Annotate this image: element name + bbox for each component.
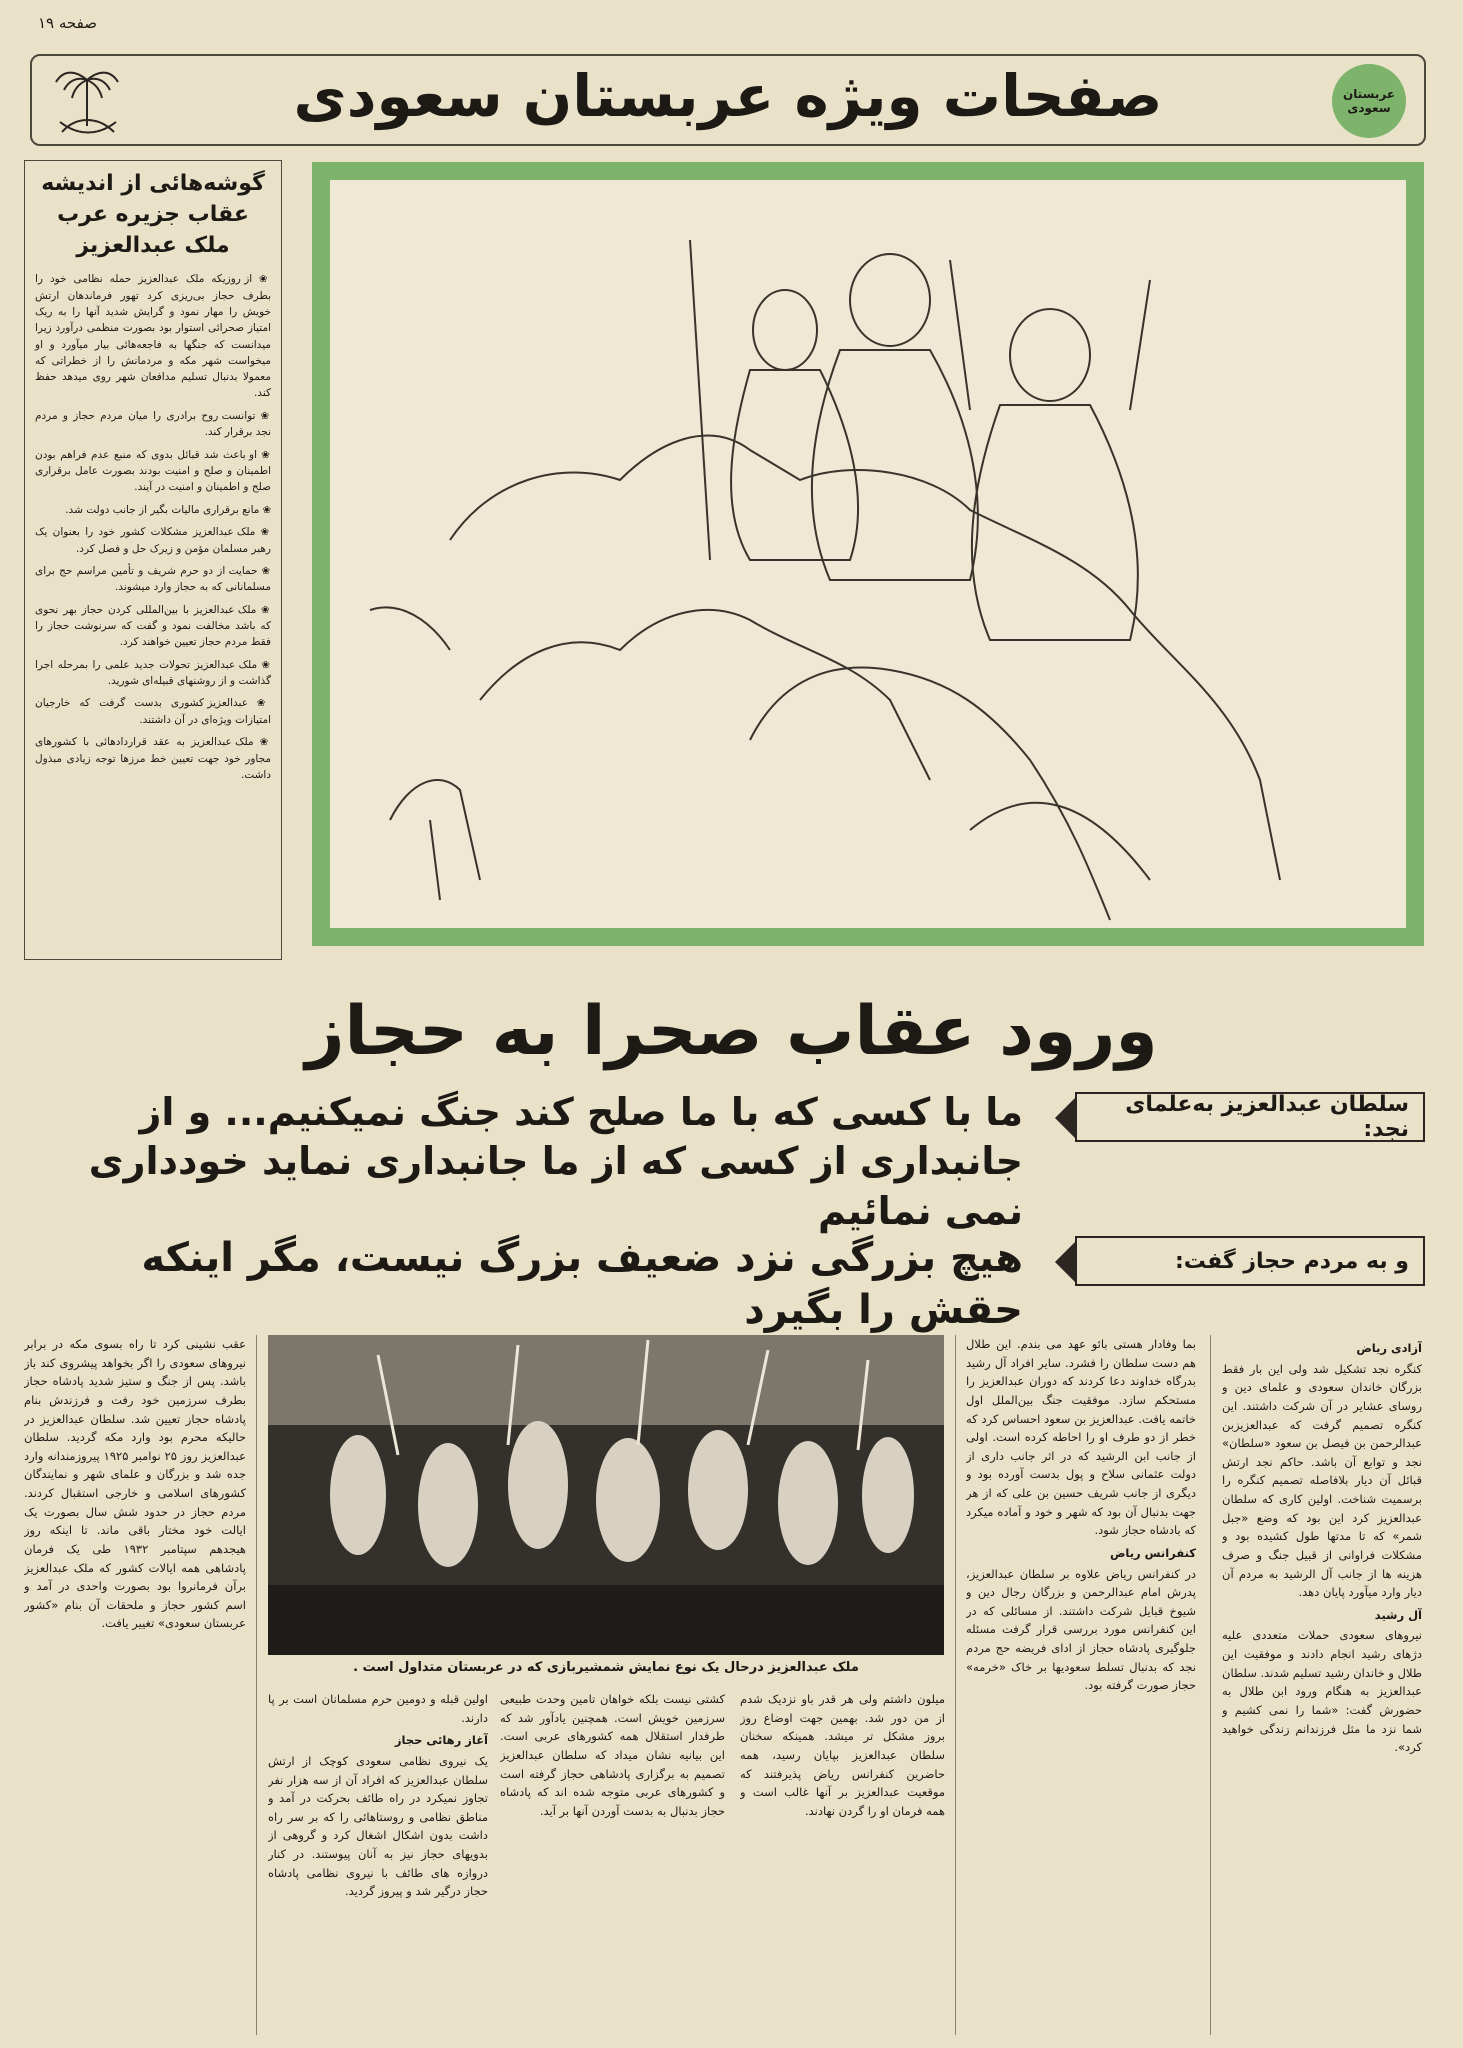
column-rule <box>1210 1335 1211 2035</box>
press-photo <box>268 1335 944 1655</box>
sidebar-item: ❀ مانع برقراری مالیات بگیر از جانب دولت شد. <box>35 502 271 519</box>
banner-badge: عربستان سعودی <box>1332 64 1406 138</box>
article-column-6 <box>24 1335 246 2035</box>
banner-title: صفحات ویژه عربستان سعودی <box>293 62 1163 130</box>
column-paragraph: کنگره نجد تشکیل شد ولی این بار فقط بزرگان خاندان سعودی و علمای دین و روسای عشایر در آن شرکت داشتند. این کنگره تصمیم گرفت که عبدالعزیزبن عبدالرحمن بن فیصل بن سعود «سلطان» نجد و توابع آن باشد. حاکم نجد ارتش قبائل آن دیار بلافاصله تصمیم کنگره را برسمیت شناخت. اولین کاری که سلطان عبدالعزیز کرد این بود که وضع «جبل شمر» که تا مدتها طول کشیده بود و مشکلات فراوانی از قبیل جنگ و صرف هزینه ها از جانب آل الرشید به مردم آن دیار وارد میآورد پایان دهد. <box>1222 1361 1422 1600</box>
sidebar-box <box>24 160 282 960</box>
column-paragraph: بما وفادار هستی بائو عهد می بندم. این طلال هم دست سلطان را فشرد. سایر افراد آل رشید بدرگاه خداوند دعا کردند که دوران عبدالعزیز را مستحکم سازد. موفقیت جنگ بین‌الملل اول خاتمه یافت. عبدالعزیز بن سعود احساس کرد که خطر از دو طرف او را احاطه کرده است. اولی از جانب ابن الرشید که در اثر جانب داری از دولت عثمانی سلاح و پول بدست آورده بود و دیگری از جانب شریف حسین بن علی که از هر جهت بدنبال آن بود که شهر و خود و آماده میکرد که بادشاه حجاز شود. <box>966 1337 1196 1538</box>
sidebar-item: ❀ ملک عبدالعزیز مشکلات کشور خود را بعنوان یک رهبر مسلمان مؤمن و زیرک حل و فصل کرد. <box>35 524 271 557</box>
column-paragraph: عقب نشینی کرد تا راه بسوی مکه در برابر نیروهای سعودی را اگر بخواهد پیشروی کند باز باشد. پس از جنگ و ستیز شدید پادشاه حجاز بطرف سرزمین خود رفت و فرزندش بنام پادشاه حجاز تعیین شد. سلطان عبدالعزیز در حالیکه محرم بود وارد مکه گردید. سلطان عبدالعزیز روز ۲۵ نوامبر ۱۹۲۵ پیروزمندانه وارد جده شد و بزرگان و علمای شهر و نمایندگان کشورهای اسلامی و خارجی استقبال کردند. مردم حجاز در حدود شش سال بصورت یک ایالت خود مختار باقی ماند. تا اینکه روز هیجدهم سپتامبر ۱۹۳۲ طی یک فرمان پادشاهی همه ایالات کشور که ملک عبدالعزیز برآن فرمانروا بود بصورت واحدی در آمد و اسم کشور حجاز و ملحقات آن بنام «کشور عربستان سعودی» تغییر یافت. <box>24 1337 246 1631</box>
photo-caption: ملک عبدالعزیز درحال یک نوع نمایش شمشیربازی که در عربستان متداول است . <box>353 1660 859 1675</box>
sidebar-item: ❀ ملک عبدالعزیز تحولات جدید علمی را بمرحله اجرا گذاشت و از روشنهای قبیله‌ای شورید. <box>35 657 271 690</box>
subheadline-text-1: ما با کسی که با ما صلح کند جنگ نمیکنیم... و از جانبداری از کسی که از ما جانبداری نماید خودداری نمی نمائیم <box>88 1090 1023 1233</box>
column-paragraph: در کنفرانس ریاض علاوه بر سلطان عبدالعزیز، پدرش امام عبدالرحمن و بزرگان رجال دین و شیوخ قبایل شرکت داشتند. از مسائلی که در این کنفرانس مورد بررسی قرار گرفت مسئله جلوگیری پادشاه حجاز از ادای فریضه حج مردم نجد که بدنبال تسلط سعودیها بر خاک «خرمه» حجاز صورت گرفته بود. <box>966 1566 1196 1693</box>
sidebar-title: گوشه‌هائی از اندیشه عقاب جزیره عرب ملک عبدالعزیز <box>41 171 265 258</box>
page-number: صفحه ۱۹ <box>38 14 97 32</box>
subheadline-tag-2: و به مردم حجاز گفت: <box>1075 1236 1425 1286</box>
article-column-3 <box>740 1690 945 2035</box>
column-paragraph: میلون داشتم ولی هر قدر باو نزدیک شدم از من دور شد. بهمین جهت اوضاع روز بروز مشکل تر میشد. همینکه سخنان سلطان عبدالعزیز بپایان رسید، همه حاضرین کنفرانس ریاض پذیرفتند که موقعیت عبدالعزیز بر آنها غالب است و همه فرمان او را گردن نهادند. <box>740 1692 945 1818</box>
column-rule <box>955 1335 956 2035</box>
column-paragraph: کشتی نیست بلکه خواهان تامین وحدت طبیعی سرزمین خویش است. همچنین یادآور شد که طرفدار استقلال همه کشورهای عربی است. این بیانیه نشان میداد که سلطان عبدالعزیز تصمیم به برگزاری پادشاهی حجاز گرفته است و کشورهای عربی متوجه شده اند که پادشاه حجاز بدنبال به بدست آوردن آنها بر آید. <box>500 1692 725 1818</box>
column-subheading: کنفرانس ریاض <box>1109 1545 1196 1560</box>
sidebar-item: ❀ توانست روح برادری را میان مردم حجاز و مردم نجد برقرار کند. <box>35 408 271 441</box>
horsemen-illustration <box>330 180 1406 928</box>
column-paragraph: نیروهای سعودی حملات متعددی علیه دژهای رشید انجام دادند و موفقیت این طلال و خاندان رشید تسلیم شدند. سلطان عبدالعزیز به هنگام ورود ابن طلال به حضورش گفت: «شما را نمی کشیم و شما نزد ما مثل فرزندانم زندگی خواهید کرد». <box>1222 1628 1422 1755</box>
article-column-5 <box>268 1690 488 2035</box>
subheadline-text-2: هیچ بزرگی نزد ضعیف بزرگ نیست، مگر اینکه حقش را بگیرد <box>141 1235 1023 1333</box>
sword-dance-photo-icon <box>268 1335 944 1655</box>
column-paragraph: اولین قبله و دومین حرم مسلمانان است بر پا دارند. <box>268 1692 488 1725</box>
sidebar-item: ❀ او باعث شد قبائل بدوی که منبع عدم فراهم بودن اطمینان و صلح و امنیت بودند بصورت عامل برقراری صلح و اطمینان و امنیت در آیند. <box>35 447 271 496</box>
subheadline-tag-1: سلطان عبدالعزیز به‌علمای نجد: <box>1075 1092 1425 1142</box>
column-rule <box>256 1335 257 2035</box>
sidebar-item: ❀ ملک عبدالعزیز به عقد قراردادهائی با کشورهای مجاور خود جهت تعیین خط مرزها توجه زیادی مبذول داشت. <box>35 734 271 783</box>
saudi-emblem-icon <box>48 60 126 142</box>
column-subheading: آزادی ریاض <box>1356 1341 1422 1355</box>
article-column-4 <box>500 1690 725 2035</box>
sidebar-item: ❀ ملک عبدالعزیز با بین‌المللی کردن حجاز بهر نحوی که باشد مخالفت نمود و گفت که سرنوشت حجاز را فقط مردم حجاز تعیین خواهند کرد. <box>35 602 271 651</box>
sidebar-item: ❀ حمایت از دو حرم شریف و تأمین مراسم حج برای مسلمانانی که به حجاز وارد میشوند. <box>35 563 271 596</box>
illustration-frame <box>312 162 1424 946</box>
article-column-1 <box>1222 1335 1422 2035</box>
sidebar-item: ❀ از روزیکه ملک عبدالعزیز حمله نظامی خود را بطرف حجاز بی‌ریزی کرد تهور فرماندهان ارتش خویش را مهار نمود و گرایش شدید آنها را به ریک امتیاز صحرائی استوار بود بصورت منظمی درآورد زیرا میدانست که جنگها به فاجعه‌هائی بیار میآورد و او میخواست شهر مکه و مردمانش را از خطراتی که معمولا بدنبال تسلیم مدافعان شهر روی میدهد حفظ کند. <box>35 271 271 401</box>
column-subheading: آل رشید <box>1374 1607 1422 1622</box>
column-paragraph: یک نیروی نظامی سعودی کوچک از ارتش سلطان عبدالعزیز که افراد آن از سه هزار نفر تجاوز نمیکرد در راه طائف بحرکت در آمد و مناطق نظامی و روستاهائی را که بر سر راه داشت بدون اشکال اشغال کرد و گروهی از بدویهای حجاز نیز به آنان پیوستند. در کنار دروازه های طائف با نیروی نظامی پادشاه حجاز درگیر شد و پیروز گردید. <box>268 1753 488 1899</box>
main-headline: ورود عقاب صحرا به حجاز <box>305 992 1158 1071</box>
section-banner <box>30 54 1426 146</box>
column-subheading: آغاز رهائی حجاز <box>394 1733 488 1748</box>
horsemen-sketch-icon <box>330 180 1406 928</box>
sidebar-item: ❀ عبدالعزیز کشوری بدست گرفت که خارجیان امتیازات ویژه‌ای در آن داشتند. <box>35 695 271 728</box>
article-column-2 <box>966 1335 1196 2035</box>
